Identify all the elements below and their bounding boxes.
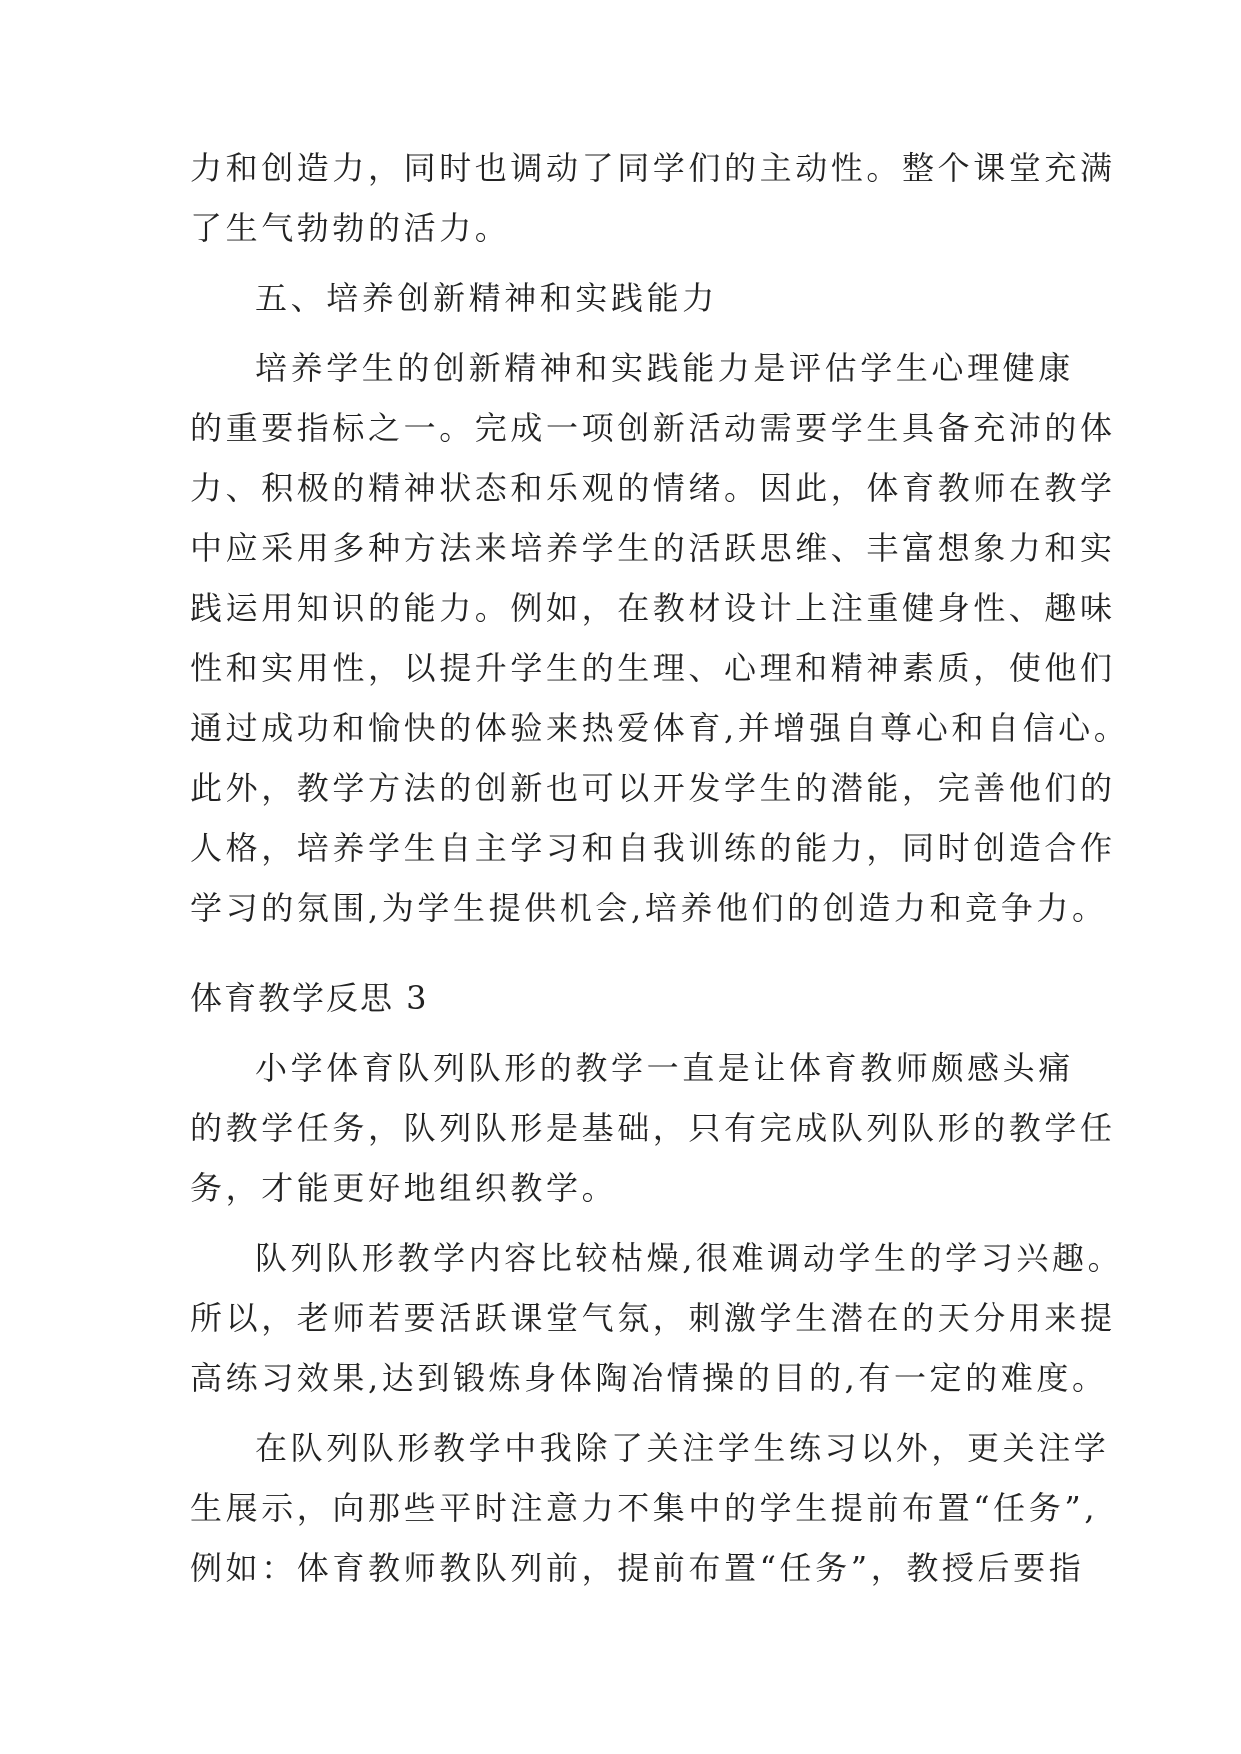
paragraph-line: 在队列队形教学中我除了关注学生练习以外，更关注学 <box>255 1429 1110 1467</box>
paragraph-line: 了生气勃勃的活力。 <box>190 209 511 247</box>
paragraph-line: 的教学任务，队列队形是基础，只有完成队列队形的教学任 <box>190 1109 1116 1147</box>
paragraph-line: 人格，培养学生自主学习和自我训练的能力，同时创造合作 <box>190 829 1116 867</box>
paragraph-line: 力、积极的精神状态和乐观的情绪。因此，体育教师在教学 <box>190 469 1116 507</box>
paragraph-line: 生展示，向那些平时注意力不集中的学生提前布置“任务”, <box>190 1489 1099 1527</box>
paragraph-line: 此外，教学方法的创新也可以开发学生的潜能，完善他们的 <box>190 769 1116 807</box>
paragraph-line: 所以，老师若要活跃课堂气氛，刺激学生潜在的天分用来提 <box>190 1299 1116 1337</box>
paragraph-line: 队列队形教学内容比较枯燥,很难调动学生的学习兴趣。 <box>255 1239 1124 1277</box>
paragraph-line: 学习的氛围,为学生提供机会,培养他们的创造力和竞争力。 <box>190 889 1108 927</box>
document-title: 体育教学反思 3 <box>190 979 429 1017</box>
paragraph-line: 通过成功和愉快的体验来热爱体育,并增强自尊心和自信心。 <box>190 709 1130 747</box>
paragraph-line: 力和创造力，同时也调动了同学们的主动性。整个课堂充满 <box>190 149 1116 187</box>
paragraph-line: 高练习效果,达到锻炼身体陶冶情操的目的,有一定的难度。 <box>190 1359 1108 1397</box>
paragraph-line: 性和实用性，以提升学生的生理、心理和精神素质，使他们 <box>190 649 1116 687</box>
paragraph-line: 务，才能更好地组织教学。 <box>190 1169 618 1207</box>
paragraph-line: 践运用知识的能力。例如，在教材设计上注重健身性、趣味 <box>190 589 1116 627</box>
section-heading: 五、培养创新精神和实践能力 <box>255 279 718 317</box>
paragraph-line: 例如：体育教师教队列前，提前布置“任务”，教授后要指 <box>190 1549 1085 1587</box>
paragraph-line: 小学体育队列队形的教学一直是让体育教师颇感头痛 <box>255 1049 1074 1087</box>
paragraph-line: 的重要指标之一。完成一项创新活动需要学生具备充沛的体 <box>190 409 1116 447</box>
paragraph-line: 中应采用多种方法来培养学生的活跃思维、丰富想象力和实 <box>190 529 1116 567</box>
paragraph-line: 培养学生的创新精神和实践能力是评估学生心理健康 <box>255 349 1074 387</box>
